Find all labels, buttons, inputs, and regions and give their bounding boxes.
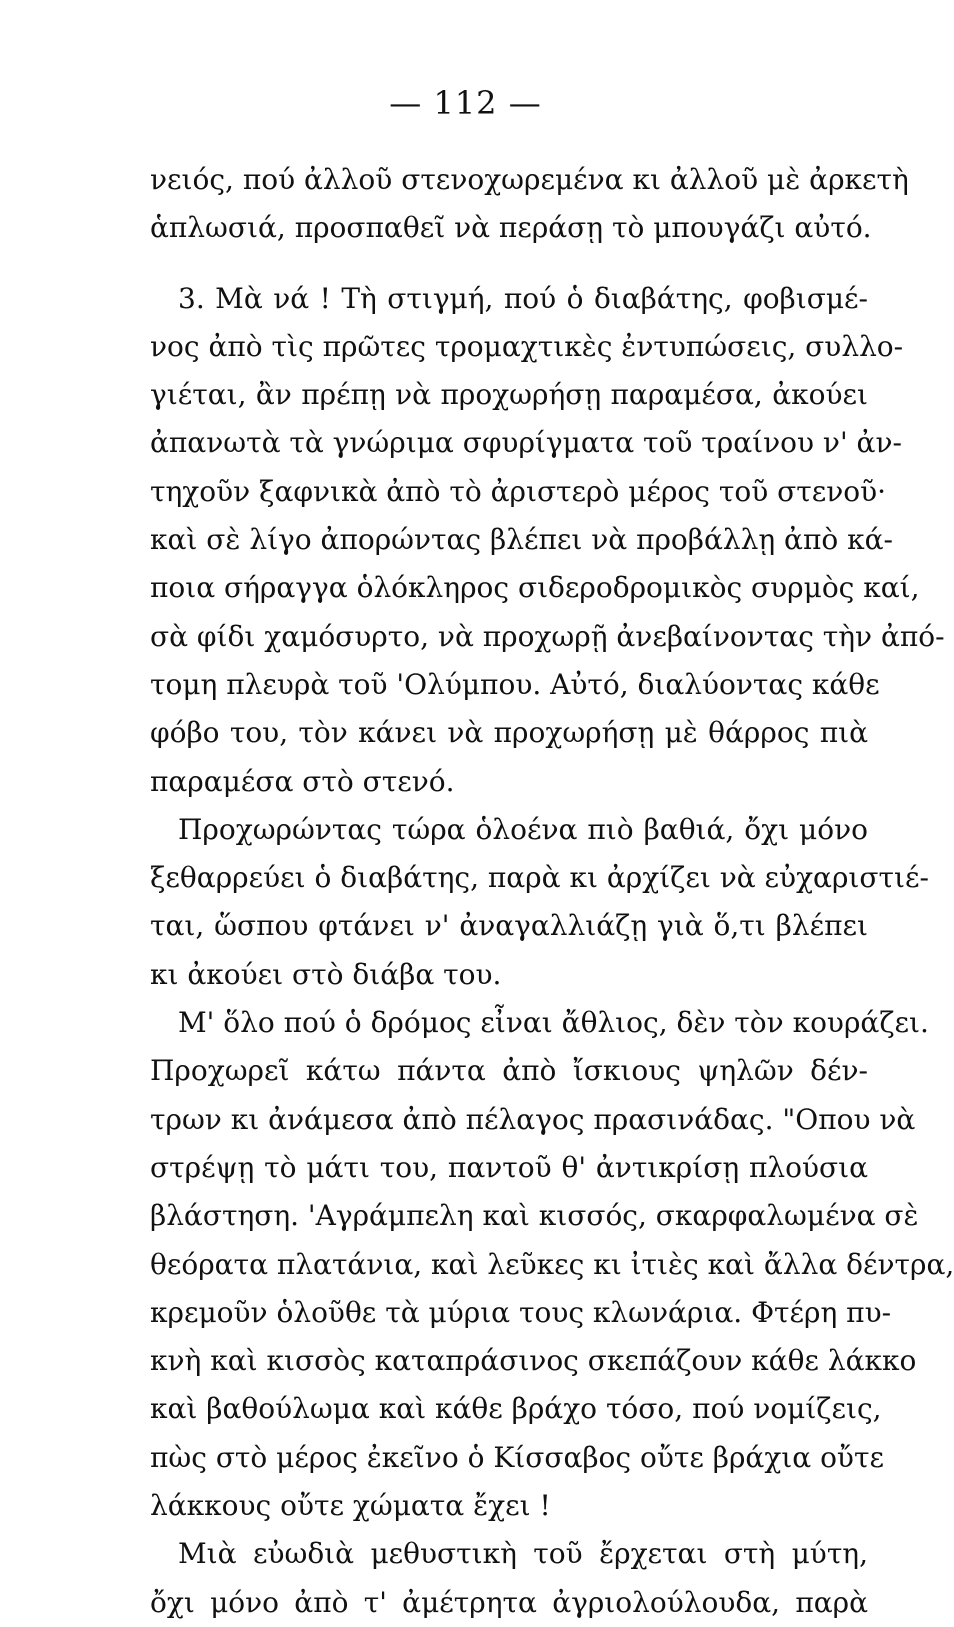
text-line: καὶ βαθούλωμα καὶ κάθε βράχο τόσο, πού νομίζεις, bbox=[150, 1392, 882, 1426]
text-line: γιέται, ἂν πρέπῃ νὰ προχωρήσῃ παραμέσα, ἀκούει bbox=[150, 378, 868, 412]
text-line: φόβο του, τὸν κάνει νὰ προχωρήσῃ μὲ θάρρος πιὰ bbox=[150, 716, 868, 750]
text-line: ξεθαρρεύει ὁ διαβάτης, παρὰ κι ἀρχίζει νὰ εὐχαριστιέ- bbox=[150, 861, 929, 895]
text-line: βλάστηση. 'Αγράμπελη καὶ κισσός, σκαρφαλωμένα σὲ bbox=[150, 1199, 919, 1233]
text-line: καὶ σὲ λίγο ἀπορώντας βλέπει νὰ προβάλλῃ ἀπὸ κά- bbox=[150, 523, 893, 557]
body-text bbox=[150, 156, 954, 1627]
text-line: νος ἀπὸ τὶς πρῶτες τρομαχτικὲς ἐντυπώσεις, συλλο- bbox=[150, 329, 904, 363]
text-line: 3. Μὰ νά ! Τὴ στιγμή, πού ὁ διαβάτης, φοβισμέ- bbox=[178, 281, 868, 315]
text-line: ποια σήραγγα ὁλόκληρος σιδεροδρομικὸς συρμὸς καί, bbox=[150, 571, 920, 605]
text-line: τηχοῦν ξαφνικὰ ἀπὸ τὸ ἀριστερὸ μέρος τοῦ στενοῦ· bbox=[150, 474, 887, 508]
text-line: πὼς στὸ μέρος ἐκεῖνο ὁ Κίσσαβος οὔτε βράχια οὔτε bbox=[150, 1440, 884, 1474]
text-line: νειός, πού ἀλλοῦ στενοχωρεμένα κι ἀλλοῦ μὲ ἀρκετὴ bbox=[150, 163, 909, 196]
text-line: παραμέσα στὸ στενό. bbox=[150, 764, 455, 798]
text-line: σὰ φίδι χαμόσυρτο, νὰ προχωρῇ ἀνεβαίνοντας τὴν ἀπό- bbox=[150, 619, 945, 653]
text-line: στρέψῃ τὸ μάτι του, παντοῦ θ' ἀντικρίσῃ πλούσια bbox=[150, 1150, 868, 1184]
text-line: Μιὰ εὐωδιὰ μεθυστικὴ τοῦ ἔρχεται στὴ μύτη, bbox=[178, 1537, 868, 1571]
text-line: λάκκους οὔτε χώματα ἔχει ! bbox=[150, 1489, 551, 1523]
text-line: κι ἀκούει στὸ διάβα του. bbox=[150, 957, 502, 991]
text-line: Προχωρώντας τώρα ὁλοένα πιὸ βαθιά, ὄχι μόνο bbox=[178, 812, 868, 846]
text-line: τρων κι ἀνάμεσα ἀπὸ πέλαγος πρασινάδας. "Οπου νὰ bbox=[150, 1102, 916, 1136]
text-line: κνὴ καὶ κισσὸς καταπράσινος σκεπάζουν κάθε λάκκο bbox=[150, 1344, 917, 1378]
text-line: τομη πλευρὰ τοῦ 'Ολύμπου. Αὐτό, διαλύοντας κάθε bbox=[150, 667, 880, 701]
text-line: ὄχι μόνο ἀπὸ τ' ἀμέτρητα ἀγριολούλουδα, παρὰ bbox=[150, 1585, 868, 1619]
paragraph-gap bbox=[150, 253, 868, 275]
text-line: ἀπανωτὰ τὰ γνώριμα σφυρίγματα τοῦ τραίνου ν' ἀν- bbox=[150, 426, 902, 460]
text-line: κρεμοῦν ὁλοῦθε τὰ μύρια τους κλωνάρια. Φτέρη πυ- bbox=[150, 1295, 892, 1329]
text-line: Προχωρεῖ κάτω πάντα ἀπὸ ἴσκιους ψηλῶν δέν- bbox=[150, 1054, 868, 1088]
text-line: ται, ὥσπου φτάνει ν' ἀναγαλλιάζῃ γιὰ ὅ,τι βλέπει bbox=[150, 909, 868, 943]
text-line: θεόρατα πλατάνια, καὶ λεῦκες κι ἰτιὲς καὶ ἄλλα δέντρα, bbox=[150, 1247, 954, 1281]
page-number: — 112 — bbox=[389, 84, 542, 122]
text-line: Μ' ὅλο πού ὁ δρόμος εἶναι ἄθλιος, δὲν τὸν κουράζει. bbox=[178, 1006, 929, 1040]
text-line: ἁπλωσιά, προσπαθεῖ νὰ περάσῃ τὸ μπουγάζι αὐτό. bbox=[150, 211, 872, 245]
